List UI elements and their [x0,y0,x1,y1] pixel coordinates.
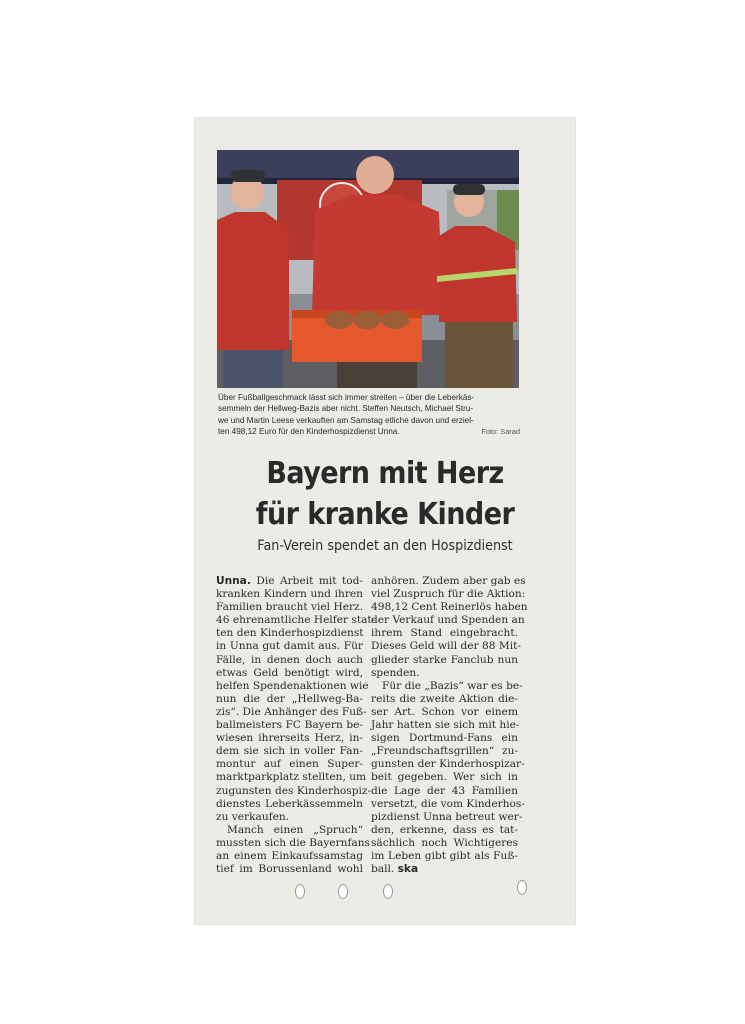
article-text-line: Dieses Geld will der 88 Mit- [371,640,521,653]
article-column-1 [216,575,376,876]
article-text-line: nun die der „Hellweg-Ba- [216,692,363,705]
article-text-line: anhören. Zudem aber gab es [371,575,526,587]
article-text-line: ballmeisters FC Bayern be- [216,719,363,732]
headline-line-2: für kranke Kinder [255,497,515,532]
article-text-line: reits die zweite Aktion die- [371,692,518,705]
article-photo [217,150,519,388]
article-text-line: der Verkauf und Spenden an [371,614,525,627]
article-text-line: montur auf einen Super- [216,758,363,771]
article-text-line: sächlich noch Wichtigeres [371,836,518,849]
caption-line: ten 498,12 Euro für den Kinderhospizdienst Unna. [218,427,400,437]
article-text-line: viel Zuspruch für die Aktion: [371,588,526,601]
punch-hole [295,884,305,899]
article-text-line: dienstes Leberkässemmeln [216,797,363,810]
caption-line: semmeln der Hellweg-Bazis aber nicht. Steffen Neutsch, Michael Stru- [218,404,474,414]
article-text-line: die Lage der 43 Familien [371,784,518,797]
article-text-line: im Leben gibt gibt als Fuß- [371,849,518,862]
article-subheadline: Fan-Verein spendet an den Hospizdienst [257,538,513,554]
article-text-line: kranken Kindern und ihren [216,588,363,601]
article-column-2 [371,575,528,876]
article-text-line: spenden. [371,666,420,679]
article-text-line: Unna. Die Arbeit mit tod- [216,575,363,587]
author-initials: ska [397,863,419,876]
article-text-line: beit gegeben. Wer sich in [371,771,518,784]
article-text-line: Fälle, in denen doch auch [216,653,363,666]
photo-caption [218,392,520,438]
article-text-line: zis“. Die Anhänger des Fuß- [216,705,367,718]
article-text-line: zugunsten des Kinderhospiz- [216,784,372,797]
article-text-line: 498,12 Cent Reinerlös haben [371,601,528,614]
headline-line-1: Bayern mit Herz [266,456,504,491]
article-text-line: marktparkplatz stellten, um [216,771,367,784]
article-text-line: ihrem Stand eingebracht. [371,627,518,640]
photo-credit: Foto: Sarad [481,427,520,437]
article-text-line: helfen Spendenaktionen wie [216,679,369,692]
article-text-line: dem sie sich in voller Fan- [216,745,363,758]
article-text-line: in Unna gut damit aus. Für [216,640,363,653]
article-text-line: „Freundschaftsgrillen“ zu- [371,745,518,758]
punch-hole [338,884,348,899]
article-text-line: tief im Borussenland wohl [216,863,363,876]
article-text-line: sigen Dortmund-Fans ein [371,732,518,745]
article-headline [223,453,547,535]
article-text-line: an einem Einkaufssamstag [216,849,363,862]
article-text-line: glieder starke Fanclub nun [371,653,518,666]
article-text-line: zu verkaufen. [216,810,290,823]
article-text-line: ser Art. Schon vor einem [371,705,518,718]
article-text-line: pizdienst Unna betreut wer- [371,810,523,823]
article-text-line: mussten sich die Bayernfans [216,836,370,849]
article-text-line: Für die „Bazis“ war es be- [382,679,523,692]
punch-hole [383,884,393,899]
article-text-line: gunsten der Kinderhospizar- [371,758,525,771]
article-text-line: wiesen ihrerseits Herz, in- [216,732,363,745]
article-text-line: den, erkenne, dass es tat- [371,823,518,836]
article-text-line: Jahr hatten sie sich mit hie- [371,719,520,732]
photo-illustration [217,150,519,388]
article-text-line: 46 ehrenamtliche Helfer stat- [216,614,376,627]
punch-hole [517,880,527,895]
article-text-line: versetzt, die vom Kinderhos- [371,797,525,810]
article-text-line: Manch einen „Spruch“ [227,823,363,836]
article-text-line: ball. ska [371,863,419,876]
caption-line: we und Martin Leese verkauften am Samstag etliche davon und erziel- [218,415,474,425]
dateline: Unna. [216,575,251,587]
article-text-line: etwas Geld benötigt wird, [216,666,363,679]
article-text-line: Familien braucht viel Herz. [216,601,363,614]
caption-line: Über Fußballgeschmack lässt sich immer streiten – über die Leberkäs- [218,393,475,402]
article-text-line: ten den Kinderhospizdienst [216,627,364,640]
